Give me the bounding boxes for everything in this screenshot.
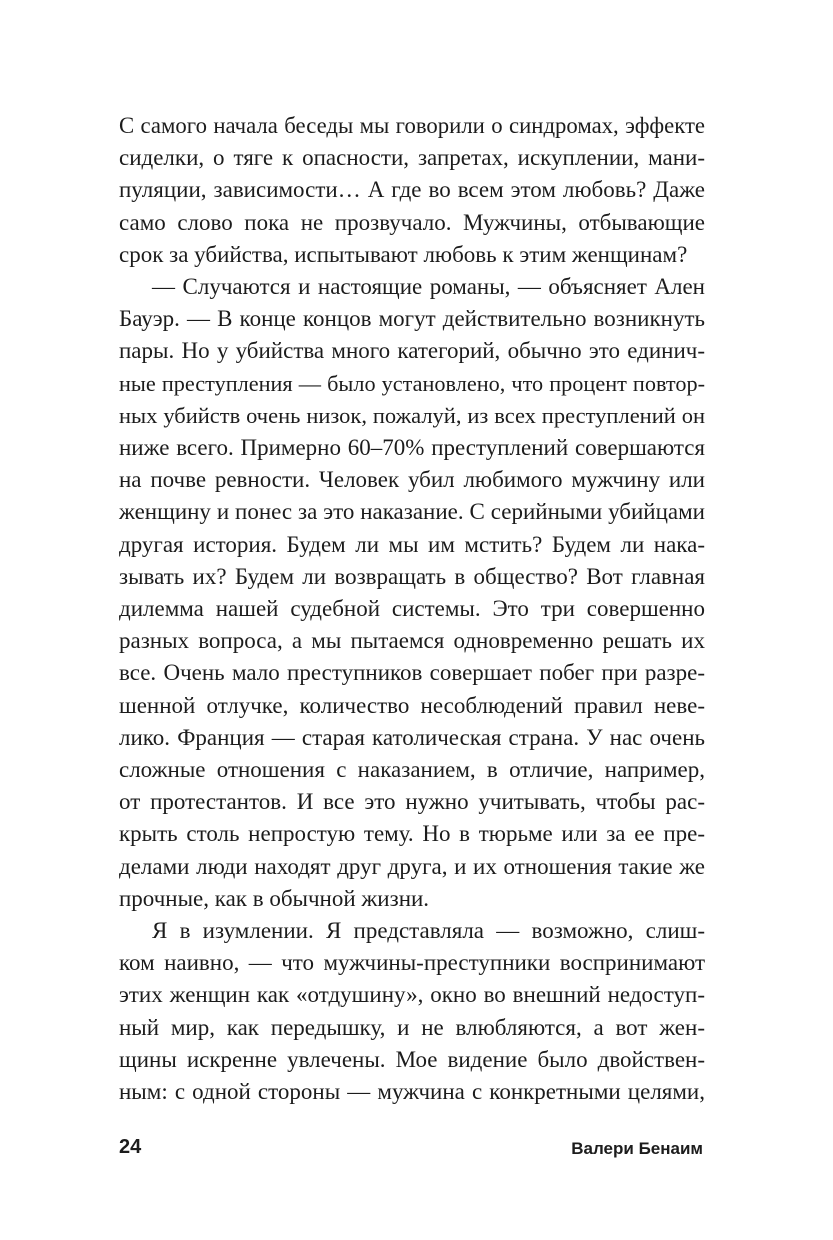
text-line: прочные, как в обычной жизни.: [119, 885, 430, 911]
text-line: ных убийств очень низок, пожалуй, из всех преступлений он: [119, 402, 705, 428]
text-line: сложные отношения с наказанием, в отличие, например,: [119, 757, 705, 783]
text-line: Бауэр. — В конце концов могут действительно возникнуть: [119, 306, 705, 332]
page-number: 24: [119, 1136, 142, 1158]
text-line: щины искренне увлечены. Мое видение было двойствен-: [119, 1046, 705, 1072]
text-line: — Случаются и настоящие романы, — объясняет Ален: [152, 274, 705, 300]
text-line: пуляции, зависимости… А где во всем этом любовь? Даже: [119, 177, 705, 203]
text-line: зывать их? Будем ли возвращать в общество? Вот главная: [119, 563, 705, 589]
text-line: ком наивно, — что мужчины-преступники воспринимают: [119, 950, 705, 976]
text-line: на почве ревности. Человек убил любимого мужчину или: [119, 467, 705, 493]
text-line: этих женщин как «отдушину», окно во внешний недоступ-: [119, 982, 705, 1008]
text-line: делами люди находят друг друга, и их отношения такие же: [119, 853, 705, 879]
text-line: ным: с одной стороны — мужчина с конкретными целями,: [119, 1079, 705, 1105]
text-line: Я в изумлении. Я представляла — возможно, слиш-: [152, 918, 705, 944]
text-line: все. Очень мало преступников совершает побег при разре-: [119, 660, 705, 686]
text-line: дилемма нашей судебной системы. Это три совершенно: [119, 596, 705, 622]
text-line: сиделки, о тяге к опасности, запретах, искуплении, мани-: [119, 145, 705, 171]
text-line: крыть столь непростую тему. Но в тюрьме или за ее пре-: [119, 821, 705, 847]
text-line: женщину и понес за это наказание. С серийными убийцами: [119, 499, 705, 525]
text-line: ниже всего. Примерно 60–70% преступлений совершаются: [119, 435, 705, 461]
text-line: срок за убийства, испытывают любовь к этим женщинам?: [119, 241, 688, 267]
running-footer-author: Валери Бенаим: [571, 1139, 703, 1158]
text-line: ные преступления — было установлено, что процент повтор-: [119, 370, 705, 396]
text-line: лико. Франция — старая католическая страна. У нас очень: [119, 724, 705, 750]
text-line: разных вопроса, а мы пытаемся одновременно решать их: [119, 628, 705, 654]
text-line: другая история. Будем ли мы им мстить? Будем ли нака-: [119, 531, 705, 557]
paragraph-2: [119, 271, 705, 915]
text-line: С самого начала беседы мы говорили о синдромах, эффекте: [119, 113, 705, 138]
text-line: пары. Но у убийства много категорий, обычно это единич-: [119, 338, 705, 364]
paragraph-1: [119, 110, 705, 271]
paragraph-3: [119, 915, 705, 1108]
text-line: от протестантов. И все это нужно учитывать, чтобы рас-: [119, 789, 705, 815]
text-line: шенной отлучке, количество несоблюдений правил неве-: [119, 692, 705, 718]
text-line: ный мир, как передышку, и не влюбляются, а вот жен-: [119, 1014, 705, 1040]
text-line: само слово пока не прозвучало. Мужчины, отбывающие: [119, 209, 705, 235]
body-text: [119, 110, 705, 1108]
